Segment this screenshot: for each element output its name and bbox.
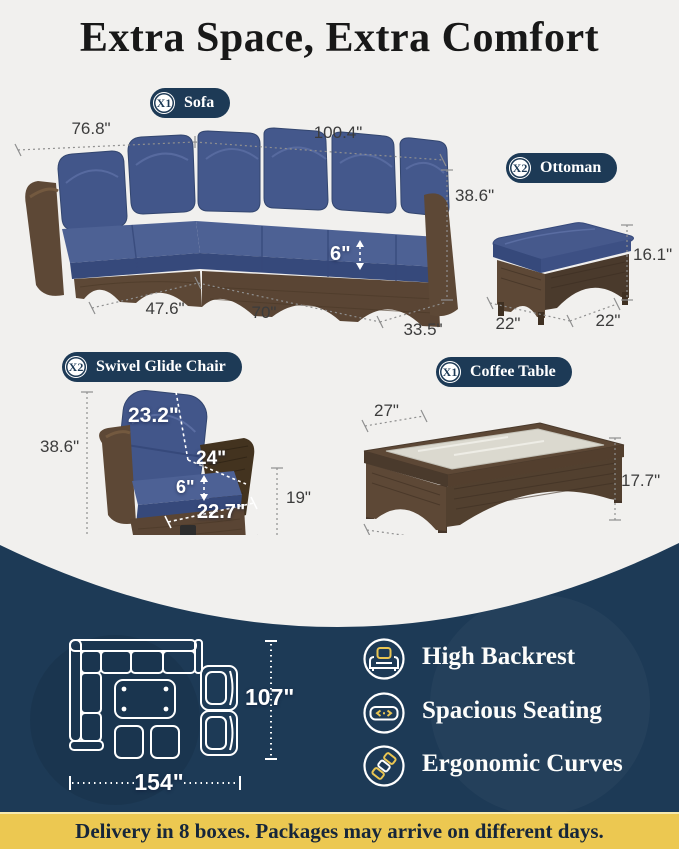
sofa-dim-back-right: 100.4" <box>313 123 363 142</box>
table-badge-label: Coffee Table <box>470 363 556 380</box>
table-badge <box>436 357 572 387</box>
curve-icon <box>362 744 406 788</box>
ottoman-dim-width: 22" <box>495 314 521 333</box>
seat-width-icon <box>362 691 406 735</box>
table-qty-badge: X1 <box>439 361 461 383</box>
feature-label: High Backrest <box>422 643 576 670</box>
chair-qty-badge: X2 <box>65 356 87 378</box>
ottoman-badge-label: Ottoman <box>540 159 602 176</box>
sofa-qty-badge: X1 <box>153 92 175 114</box>
sofa-dim-height: 38.6" <box>455 186 495 205</box>
delivery-banner-text: Delivery in 8 boxes. Packages may arrive on different days. <box>75 819 604 843</box>
ottoman-dim-depth: 22" <box>595 311 621 330</box>
chair-dim-height: 38.6" <box>40 437 80 456</box>
feature-label: Spacious Seating <box>422 697 602 724</box>
ottoman-illustration <box>483 212 643 327</box>
sofa-dim-seat-left: 47.6" <box>145 299 185 318</box>
chair-dim-cushion: 6" <box>176 477 195 497</box>
chair-dim-seat-width: 22.7" <box>197 501 246 523</box>
sofa-dim-back-left: 76.8" <box>71 119 111 138</box>
sofa-badge <box>150 88 230 118</box>
floor-plan-height: 107" <box>245 684 295 710</box>
sofa-badge-label: Sofa <box>184 94 215 111</box>
floor-plan-width: 154" <box>134 769 184 795</box>
chair-badge-label: Swivel Glide Chair <box>96 358 226 375</box>
ottoman-dim-height: 16.1" <box>633 245 673 264</box>
feature-label: Ergonomic Curves <box>422 750 623 777</box>
sofa-dim-depth: 33.5" <box>403 320 443 339</box>
ottoman-badge <box>506 153 617 183</box>
chair-dim-arm-height: 19" <box>286 488 311 507</box>
sofa-dim-cushion: 6" <box>330 243 351 265</box>
sofa-dim-seat-front: 70" <box>251 303 277 322</box>
chair-dim-seat-diagonal: 24" <box>196 448 227 469</box>
ottoman-qty-badge: X2 <box>509 157 531 179</box>
table-dim-width: 27" <box>374 401 399 420</box>
page-title: Extra Space, Extra Comfort <box>79 15 600 61</box>
chair-badge <box>62 352 242 382</box>
coffee-table-illustration <box>358 415 638 550</box>
armchair-icon <box>362 637 406 681</box>
floor-plan <box>58 638 368 806</box>
chair-dim-backrest: 23.2" <box>128 404 179 427</box>
table-dim-height: 17.7" <box>621 471 661 490</box>
delivery-banner <box>0 812 679 849</box>
